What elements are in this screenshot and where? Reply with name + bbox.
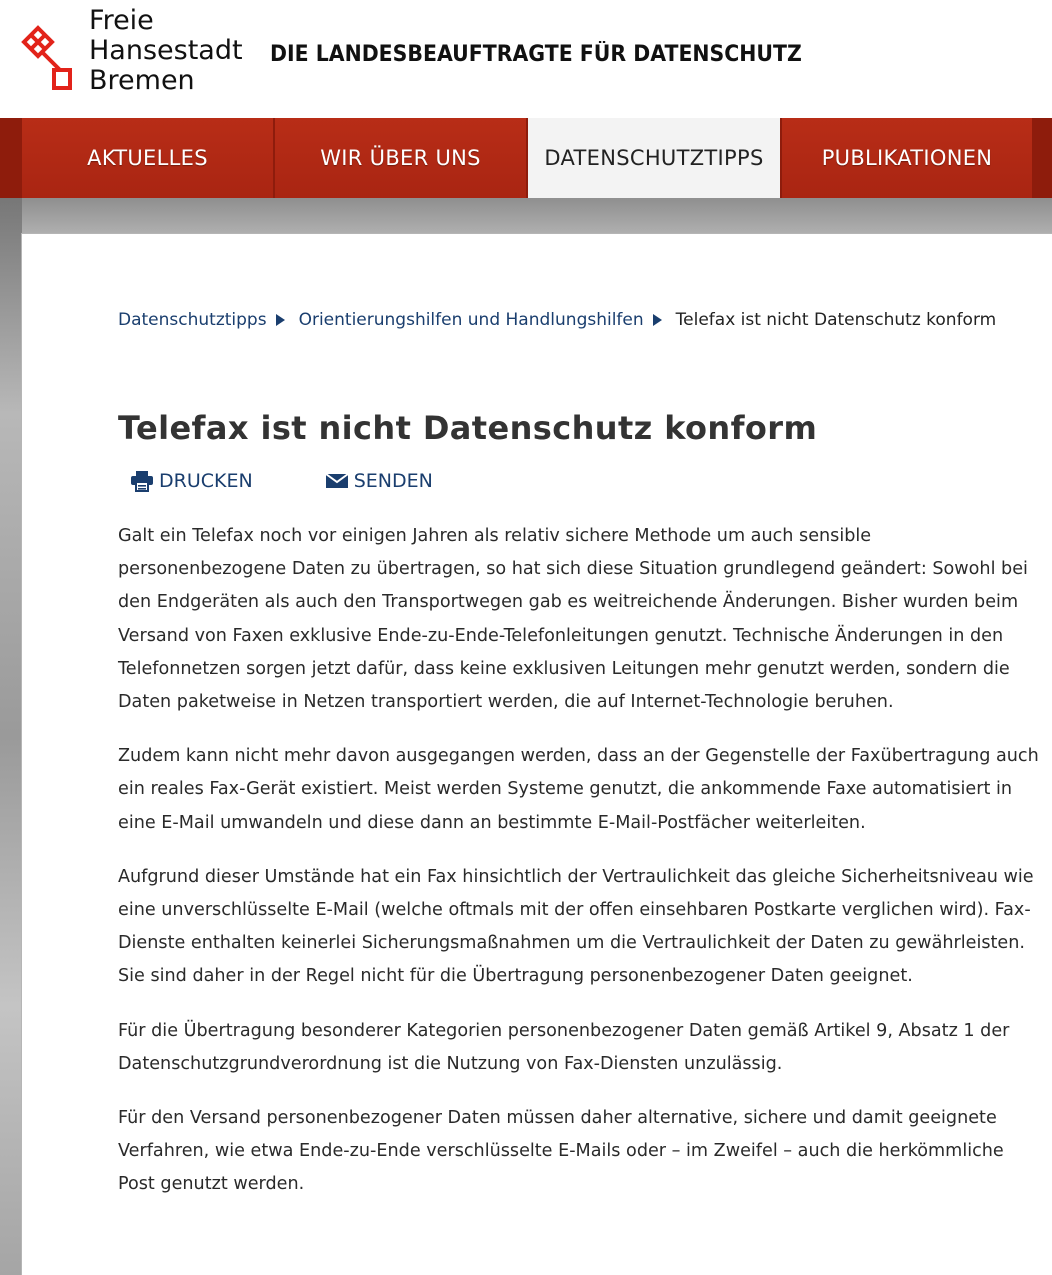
send-button[interactable] [325, 470, 433, 492]
print-label: DRUCKEN [159, 470, 253, 492]
printer-icon [130, 470, 154, 492]
paragraph: Zudem kann nicht mehr davon ausgegangen werden, dass an der Gegenstelle der Faxübertragung auch ein reales Fax-Gerät existiert. Meist werden Systeme genutzt, die ankommende Faxe automatisiert in eine E-Mail umwandeln und diese dann an bestimmte E-Mail-Postfächer weiterleiten. [118, 746, 1039, 833]
paragraph: Für den Versand personenbezogener Daten müssen daher alternative, sichere und damit geeignete Verfahren, wie etwa Ende-zu-Ende verschlüsselte E-Mails oder – im Zweifel – auch die herkömmliche Post genutzt werden. [118, 1108, 1004, 1195]
content-card [21, 233, 1052, 1275]
nav-item-datenschutztipps[interactable]: DATENSCHUTZTIPPS [528, 118, 780, 198]
article-body [118, 520, 1043, 1223]
paragraph: Galt ein Telefax noch vor einigen Jahren als relativ sichere Methode um auch sensible personenbezogene Daten zu übertragen, so hat sich diese Situation grundlegend geändert: Sowohl bei den Endgeräten als auch den Transportwegen gab es weitreichende Änderungen. Bisher wurden beim Versand von Faxen exklusive Ende-zu-Ende-Telefonleitungen genutzt. Technische Änderungen in den Telefonnetzen sorgen jetzt dafür, dass keine exklusiven Leitungen mehr genutzt werden, sondern die Daten paketweise in Netzen transportiert werden, die auf Internet-Technologie beruhen. [118, 526, 1028, 713]
background-edge [0, 198, 22, 1275]
logo-text[interactable] [89, 6, 243, 96]
logo-line-2: Hansestadt [89, 35, 243, 66]
envelope-icon [325, 472, 349, 490]
bremen-key-icon[interactable] [18, 24, 74, 96]
site-header [0, 0, 1052, 118]
breadcrumb-link-orientierungshilfen[interactable]: Orientierungshilfen und Handlungshilfen [298, 310, 644, 330]
send-label: SENDEN [353, 470, 433, 492]
logo-line-1: Freie [89, 5, 154, 36]
breadcrumb-link-datenschutztipps[interactable]: Datenschutztipps [118, 310, 267, 330]
breadcrumb-current: Telefax ist nicht Datenschutz konform [675, 310, 997, 330]
nav-item-aktuelles[interactable]: AKTUELLES [22, 118, 273, 198]
breadcrumb-separator-icon [276, 314, 285, 326]
logo-line-3: Bremen [89, 65, 195, 96]
paragraph: Für die Übertragung besonderer Kategorien personenbezogener Daten gemäß Artikel 9, Absatz 1 der Datenschutzgrundverordnung ist die Nutzung von Fax-Diensten unzulässig. [118, 1020, 1010, 1074]
nav-item-wir-ueber-uns[interactable]: WIR ÜBER UNS [275, 118, 526, 198]
main-nav [0, 118, 1052, 198]
print-button[interactable] [130, 470, 253, 492]
site-title[interactable]: DIE LANDESBEAUFTRAGTE FÜR DATENSCHUTZ [270, 42, 802, 67]
breadcrumb [118, 310, 996, 330]
article-actions [130, 470, 433, 492]
nav-item-publikationen[interactable]: PUBLIKATIONEN [782, 118, 1032, 198]
paragraph: Aufgrund dieser Umstände hat ein Fax hinsichtlich der Vertraulichkeit das gleiche Sicherheitsniveau wie eine unverschlüsselte E-Mail (welche oftmals mit der offen einsehbaren Postkarte verglichen wird). Fax-Dienste enthalten keinerlei Sicherungsmaßnahmen um die Vertraulichkeit der Daten zu gewährleisten. Sie sind daher in der Regel nicht für die Übertragung personenbezogener Daten geeignet. [118, 866, 1034, 987]
breadcrumb-separator-icon [653, 314, 662, 326]
page-title: Telefax ist nicht Datenschutz konform [118, 409, 818, 447]
